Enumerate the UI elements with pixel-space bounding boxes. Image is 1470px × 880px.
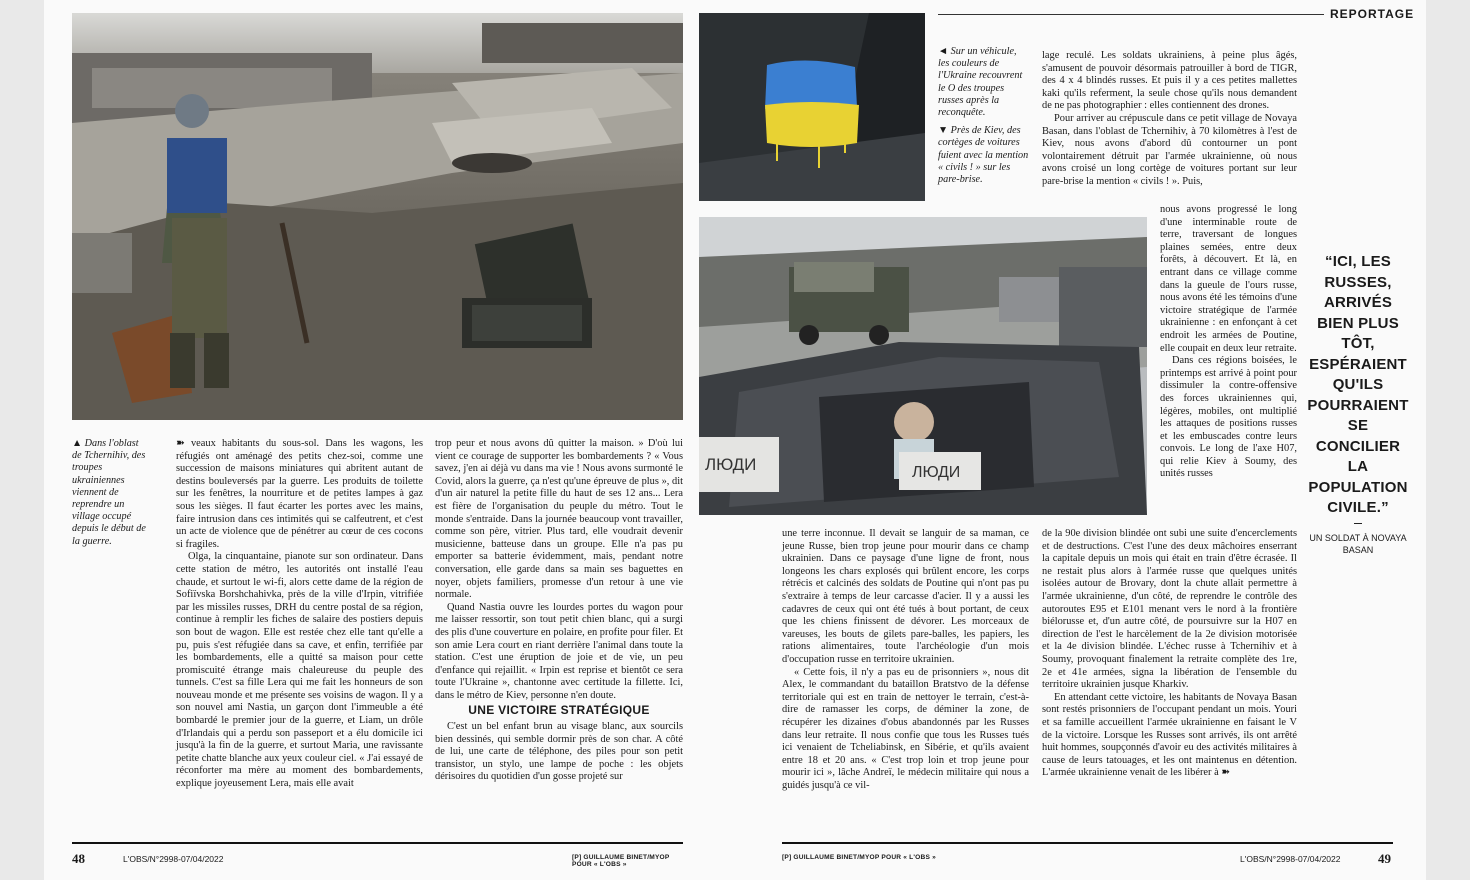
caption-flag-text: ◄ Sur un véhicule, les couleurs de l'Ukraine recouvrent le O des troupes russes après la reconquête. [938, 46, 1023, 119]
photo-convoy [699, 217, 1147, 515]
paragraph: ➽ veaux habitants du sous-sol. Dans les wagons, les réfugiés ont aménagé des petits chez-soi, comme une succession de maisons miniatures qui abritent autant de destins bouleversés par la guerre. Les produits de toilette sur les fenêtres, la nourriture et de petites lampes à gaz sous les sièges. Il faut écarter les portes avec les mains, faire intrusion dans ces intimités qui se calfeutrent, et c'est un acte de violence que de pénétrer au cœur de ces cocons si fragiles. [176, 438, 423, 550]
paragraph: lage reculé. Les soldats ukrainiens, à peine plus âgés, s'amusent de pouvoir désormais patrouiller à bord de TIGR, des 4 x 4 blindés russes. Et puis il y a ces petites mallettes kaki qu'ils referment, la seule chose qu'ils nous demandent de ne pas photographier : elles contiennent des drones. [1042, 50, 1297, 112]
photo-flag-vehicle [699, 13, 925, 201]
header-rule [938, 14, 1324, 15]
paragraph: de la 90e division blindée ont subi une suite d'encerclements et de destructions. C'est l'une des deux mâchoires enserrant la capitale depuis un mois qui était en train d'être écrasée. Il ne restait plus alors à l'armée russe que quelques unités isolées autour de Brovary, dont la chute allait permettre à l'armée ukrainienne, d'un côté, de reprendre le contrôle des autoroutes E95 et E101 menant vers le nord à la frontière biélorusse et, d'un autre côté, de poursuivre sur la H07 en direction de l'est le harcèlement de la 2e division motorisée et la 4e division blindée. L'échec russe à Tchernihiv et à Soumy, provoquant finalement la retraite complète des 1re, 2e et 41e armées, signa la libération de l'ensemble du territoire ukrainien jusque Kharkiv. [1042, 528, 1297, 691]
sign-text: ЛЮДИ [912, 464, 961, 481]
caption-convoy-text: ▼ Près de Kiev, des cortèges de voitures fuient avec la mention « civils ! » sur les pare-brise. [938, 125, 1029, 186]
paragraph: « Cette fois, il n'y a pas eu de prisonniers », nous dit Alex, le commandant du bataillon Bratstvo de la défense territoriale qui est en train de nettoyer le terrain, c'est-à-dire de ramasser les corps, de déminer la zone, de récupérer les dizaines d'obus abandonnés par les Russes dans leur retraite. Il nous confie que tous les Russes tués ici venaient de Tcheliabinsk, en Sibérie, et qu'ils avaient entre 18 et 20 ans. « C'est trop loin et trop jeune pour mourir ici », lâche Andreï, le médecin militaire qui nous a guidés jusqu'à ce vil- [782, 666, 1029, 791]
flag-photo-image [699, 13, 925, 201]
footer-left [72, 842, 683, 874]
article-column-right-narrow [1160, 204, 1297, 481]
issue-info: L'OBS/N°2998-07/04/2022 [123, 854, 224, 864]
left-page [44, 0, 702, 880]
right-page [686, 0, 1426, 880]
sign-text-windshield: ЛЮДИ [705, 455, 757, 474]
paragraph: trop peur et nous avons dû quitter la maison. » D'où lui vient ce courage de supporter les bombardements ? « Vous savez, j'en ai déjà vu dans ma vie ! Nous avons surmonté le Covid, alors la guerre, ça n'est qu'une épreuve de plus », dit d'un air naturel la petite fille du haut de ses 12 ans... Lera est fière de l'organisation du peuple du métro. Tout le monde s'entraide. Dans la journée beaucoup vont travailler, comme son père, vitrier. Plus tard, elle voudrait devenir musicienne, batteuse dans un groupe. Elle n'a pas pu emporter sa batterie évidemment, mais, pendant notre conversation, elle garde dans sa main ses baguettes en noyer, objets familiers, promesse d'un retour à une vie normale. [435, 438, 683, 601]
paragraph: Quand Nastia ouvre les lourdes portes du wagon pour me laisser ressortir, son tout petit chien blanc, qui a surgi des plis d'une couverture en polaire, en profite pour filer. Et son amie Lera court en riant derrière l'animal dans toute la station. C'est une éruption de joie et de vie, un peu d'enfance qui rejaillit. « Irpin est reprise et bientôt ce sera toute l'Ukraine », chantonne avec certitude la fillette. Ici, dans le métro de Kiev, personne n'en doute. [435, 601, 683, 701]
caption-soldier-photo: ▲ Dans l'oblast de Tchernihiv, des troupes ukrainiennes viennent de reprendre un village occupé depuis le début de la guerre. [72, 438, 146, 547]
photo-credit: [P] GUILLAUME BINET/MYOP POUR « L'OBS » [782, 854, 936, 861]
article-column-right-a [782, 528, 1029, 792]
paragraph: nous avons progressé le long d'une interminable route de terre, traversant de longues plaines semées, entre deux forêts, à découvert. Et là, en entrant dans ce village comme dans la gueule de l'ours russe, nous avons été les témoins d'une victoire stratégique de l'armée ukrainienne : en enfonçant à cet endroit les armées de Poutine, elle coupait en deux leur retraite. [1160, 204, 1297, 354]
paragraph: C'est un bel enfant brun au visage blanc, aux sourcils bien dessinés, qui semble dormir près de son char. A côté de lui, une carte de téléphone, des piles pour son petit transistor, un stylo, une lampe de poche : les objets dérisoires du quotidien d'un gosse projeté sur [435, 721, 683, 783]
paragraph: Dans ces régions boisées, le printemps est arrivé à point pour dissimuler la contre-offensive des forces ukrainiennes qui, légères, mobiles, ont multiplié les attaques de positions russes et les embuscades contre leurs convois. Le long de l'axe H07, qui relie Kiev à Soumy, des unités russes [1160, 355, 1297, 480]
section-label: REPORTAGE [1330, 7, 1415, 21]
pull-quote-text: “ICI, LES RUSSES, ARRIVÉS BIEN PLUS TÔT, ESPÉRAIENT QU'ILS POURRAIENT SE CONCILIER LA POPULATION CIVILE.” [1307, 253, 1409, 516]
paragraph: Pour arriver au crépuscule dans ce petit village de Novaya Basan, dans l'oblast de Tchernihiv, à 70 kilomètres à l'est de Kiev, nous avons d'abord dû contourner un pont volontairement détruit par l'armée ukrainienne, où nous avons croisé un long cortège de voitures portant sur leur pare-brise la mention « civils ! ». Puis, [1042, 112, 1297, 187]
pull-quote-source: UN SOLDAT À NOVAYA BASAN [1309, 532, 1407, 555]
issue-info: L'OBS/N°2998-07/04/2022 [1240, 854, 1341, 864]
soldier-photo-image [72, 13, 683, 420]
subheading: UNE VICTOIRE STRATÉGIQUE [468, 703, 650, 718]
page-number: 49 [1378, 851, 1391, 866]
photo-soldier-village [72, 13, 683, 420]
paragraph: Olga, la cinquantaine, pianote sur son ordinateur. Dans cette station de métro, les autorités ont installé l'eau chaude, et surtout le wi-fi, alors cette dame de la région de Sofiïvska Borshchahivka, près de la ville d'Irpin, vitrifiée par les missiles russes, DRH du centre postal de sa région, continue à remplir les fiches de salaire des postiers depuis son bout de wagon. Elle est restée chez elle tant qu'elle a pu, puis s'est réfugiée dans sa cave, et enfin, terrifiée par les bombardements, elle a quitté sa maison pour cette promiscuité étrange mais chaleureuse du peuple des tunnels. C'est sa fille Lera qui me fait les honneurs de son nouveau monde et me présente ses voisins de wagon. Il y a son nouvel ami Nastia, un garçon dont l'immeuble a été bombardé le premier jour de la guerre, et Liam, un drôle d'Irlandais qui a perdu son passeport et a élu domicile ici jusqu'à la fin de la guerre, et surtout Maria, une ravissante petite chatte blanche aux yeux couleur ciel. « J'ai essayé de réconforter ma mère au moment des bombardements, explique joyeusement Lera, mais elle avait [176, 551, 423, 790]
convoy-photo-image [699, 217, 1147, 515]
caption-flag-photo [938, 46, 1030, 186]
footer-right [782, 842, 1393, 874]
article-column-right-b [1042, 528, 1297, 780]
quote-divider [1354, 523, 1362, 524]
pull-quote [1304, 252, 1412, 556]
article-column-right-top [1042, 50, 1297, 189]
article-column-left-2 [435, 438, 683, 784]
page-number: 48 [72, 851, 85, 866]
paragraph: une terre inconnue. Il devait se languir de sa maman, ce jeune Russe, bien trop jeune pour mourir dans ce champ ukrainien. Dans ce paysage d'une ligne de front, nous longeons les chars explosés qui brûlent encore, les corps rétrécis et calcinés des soldats de Poutine qui n'ont pas pu s'extraire à temps de leur carcasse d'acier. Il y a aussi les cadavres de ceux qui ont été tués à bout portant, de ceux que les chiens finissent de dévorer. Les morceaux de vareuses, les bouts de gilets pare-balles, les papiers, les rations alimentaires, toute l'archéologie d'un mois d'occupation russe en territoire ukrainien. [782, 528, 1029, 665]
article-column-left-1 [176, 438, 423, 791]
paragraph: En attendant cette victoire, les habitants de Novaya Basan sont restés prisonniers de l'occupant pendant un mois. Youri et sa famille accueillent l'armée ukrainienne en faisant le V de la victoire. Lorsque les Russes sont arrivés, ils ont arrêté huit hommes, soupçonnés d'avoir eu des activités militaires à cause de leurs tatouages, et les ont maintenus en détention. L'armée ukrainienne venait de les libérer à ➽ [1042, 691, 1297, 779]
photo-credit: [P] GUILLAUME BINET/MYOP POUR « L'OBS » [572, 854, 670, 868]
